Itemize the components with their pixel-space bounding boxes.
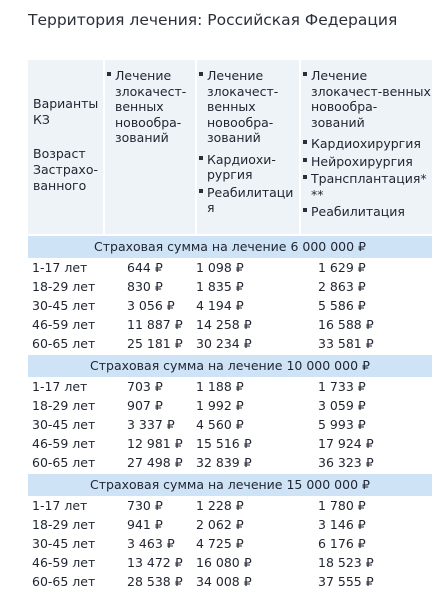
- page-title: Территория лечения: Российская Федерация: [28, 11, 398, 29]
- age-cell: 1-17 лет: [32, 260, 88, 275]
- table-body: [28, 236, 432, 591]
- price-cell: 16 080 ₽: [196, 555, 252, 570]
- price-cell: 3 463 ₽: [127, 536, 175, 551]
- insurance-sum-band: Страховая сумма на лечение 10 000 000 ₽: [28, 355, 432, 377]
- age-cell: 18-29 лет: [32, 279, 96, 294]
- header-item: Трансплантация***: [303, 171, 431, 202]
- header-column-2: [199, 68, 299, 218]
- price-cell: 27 498 ₽: [127, 455, 183, 470]
- price-cell: 12 981 ₽: [127, 436, 183, 451]
- price-cell: 17 924 ₽: [318, 436, 374, 451]
- age-cell: 1-17 лет: [32, 379, 88, 394]
- price-cell: 1 733 ₽: [318, 379, 366, 394]
- price-cell: 1 629 ₽: [318, 260, 366, 275]
- table-row: [28, 572, 432, 591]
- price-cell: 830 ₽: [127, 279, 163, 294]
- age-cell: 30-45 лет: [32, 298, 96, 313]
- price-cell: 18 523 ₽: [318, 555, 374, 570]
- header-column-1: [107, 68, 197, 148]
- variants-label: Варианты КЗ: [33, 96, 99, 127]
- header-column-3: [303, 68, 431, 222]
- price-cell: 1 188 ₽: [196, 379, 244, 394]
- column-divider: [103, 60, 105, 234]
- price-cell: 34 008 ₽: [196, 574, 252, 589]
- age-cell: 60-65 лет: [32, 574, 96, 589]
- price-cell: 6 176 ₽: [318, 536, 366, 551]
- price-cell: 37 555 ₽: [318, 574, 374, 589]
- table-row: [28, 553, 432, 572]
- header-item: Реабилитация: [303, 204, 431, 220]
- price-cell: 3 337 ₽: [127, 417, 175, 432]
- price-cell: 1 780 ₽: [318, 498, 366, 513]
- header-item: Реабилитация: [199, 185, 299, 216]
- age-label: Возраст Застрахо- ванного: [33, 146, 98, 193]
- table-row: [28, 496, 432, 515]
- age-cell: 18-29 лет: [32, 398, 96, 413]
- price-cell: 3 056 ₽: [127, 298, 175, 313]
- price-cell: 33 581 ₽: [318, 336, 374, 351]
- age-cell: 46-59 лет: [32, 317, 96, 332]
- table-row: [28, 415, 432, 434]
- age-cell: 46-59 лет: [32, 555, 96, 570]
- price-cell: 5 993 ₽: [318, 417, 366, 432]
- age-cell: 30-45 лет: [32, 536, 96, 551]
- price-cell: 703 ₽: [127, 379, 163, 394]
- price-cell: 941 ₽: [127, 517, 163, 532]
- age-cell: 18-29 лет: [32, 517, 96, 532]
- price-cell: 2 863 ₽: [318, 279, 366, 294]
- column-divider: [299, 60, 301, 234]
- price-cell: 28 538 ₽: [127, 574, 183, 589]
- price-cell: 3 059 ₽: [318, 398, 366, 413]
- price-cell: 36 323 ₽: [318, 455, 374, 470]
- age-cell: 60-65 лет: [32, 455, 96, 470]
- price-cell: 14 258 ₽: [196, 317, 252, 332]
- table-row: [28, 334, 432, 353]
- table-row: [28, 258, 432, 277]
- price-cell: 1 992 ₽: [196, 398, 244, 413]
- price-cell: 4 560 ₽: [196, 417, 244, 432]
- price-cell: 15 516 ₽: [196, 436, 252, 451]
- age-cell: 60-65 лет: [32, 336, 96, 351]
- price-cell: 1 835 ₽: [196, 279, 244, 294]
- age-cell: 1-17 лет: [32, 498, 88, 513]
- header-item: Нейрохирургия: [303, 154, 431, 170]
- price-cell: 644 ₽: [127, 260, 163, 275]
- table-row: [28, 315, 432, 334]
- price-cell: 5 586 ₽: [318, 298, 366, 313]
- price-cell: 11 887 ₽: [127, 317, 183, 332]
- price-cell: 730 ₽: [127, 498, 163, 513]
- price-cell: 25 181 ₽: [127, 336, 183, 351]
- price-cell: 4 194 ₽: [196, 298, 244, 313]
- price-cell: 907 ₽: [127, 398, 163, 413]
- price-cell: 32 839 ₽: [196, 455, 252, 470]
- table-row: [28, 515, 432, 534]
- header-item: Кардиохирургия: [303, 136, 431, 152]
- table-row: [28, 453, 432, 472]
- header-item: Лечение злокачест-венных новообра-зований: [107, 68, 197, 146]
- price-cell: 1 228 ₽: [196, 498, 244, 513]
- tariff-table: [28, 60, 432, 591]
- table-row: [28, 277, 432, 296]
- price-cell: 13 472 ₽: [127, 555, 183, 570]
- price-cell: 1 098 ₽: [196, 260, 244, 275]
- price-cell: 4 725 ₽: [196, 536, 244, 551]
- insurance-sum-band: Страховая сумма на лечение 15 000 000 ₽: [28, 474, 432, 496]
- price-cell: 16 588 ₽: [318, 317, 374, 332]
- price-cell: 2 062 ₽: [196, 517, 244, 532]
- table-row: [28, 396, 432, 415]
- header-item: Лечение злокачест-венных новообра-зований: [199, 68, 299, 146]
- header-item: Лечение злокачест-венных новообра-зований: [303, 68, 431, 130]
- table-row: [28, 434, 432, 453]
- table-row: [28, 534, 432, 553]
- table-row: [28, 296, 432, 315]
- age-cell: 30-45 лет: [32, 417, 96, 432]
- header-item: Кардиохи-рургия: [199, 152, 299, 183]
- table-row: [28, 377, 432, 396]
- price-cell: 30 234 ₽: [196, 336, 252, 351]
- age-cell: 46-59 лет: [32, 436, 96, 451]
- table-header: [28, 60, 432, 234]
- insurance-sum-band: Страховая сумма на лечение 6 000 000 ₽: [28, 236, 432, 258]
- price-cell: 3 146 ₽: [318, 517, 366, 532]
